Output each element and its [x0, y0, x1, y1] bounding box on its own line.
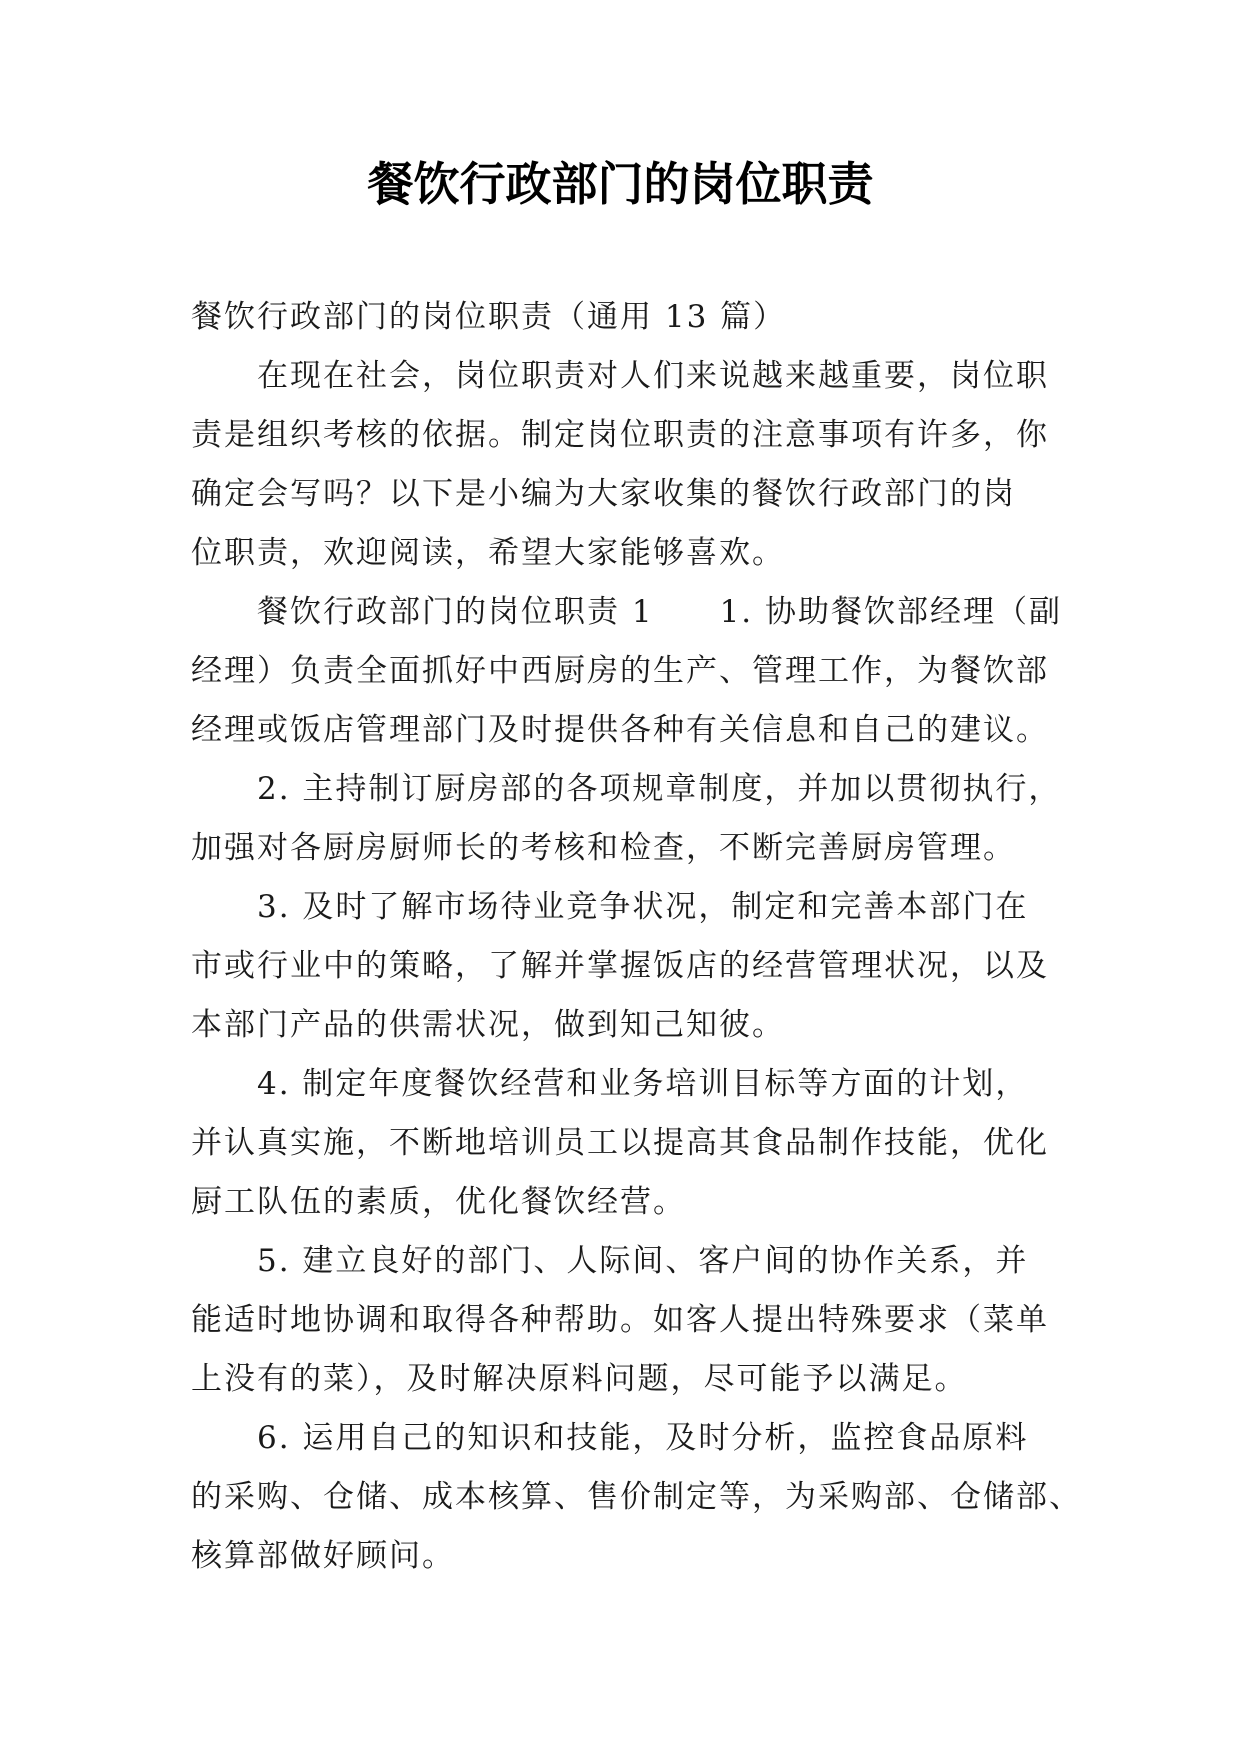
item-3-line-1: 3. 及时了解市场待业竞争状况，制定和完善本部门在 [257, 889, 1029, 925]
item-1-start: 1. 协助餐饮部经理（副 [719, 594, 1063, 630]
intro-line-4: 位职责，欢迎阅读，希望大家能够喜欢。 [191, 535, 785, 571]
item-6-line-3: 核算部做好顾问。 [191, 1538, 455, 1574]
item-3-line-3: 本部门产品的供需状况，做到知己知彼。 [191, 1007, 785, 1043]
item-4-line-1: 4. 制定年度餐饮经营和业务培训目标等方面的计划， [257, 1066, 1029, 1102]
item-4-line-2: 并认真实施，不断地培训员工以提高其食品制作技能，优化 [191, 1125, 1049, 1161]
item-2-line-2: 加强对各厨房厨师长的考核和检查，不断完善厨房管理。 [191, 830, 1016, 866]
item-4-line-3: 厨工队伍的素质，优化餐饮经营。 [191, 1184, 686, 1220]
item-1-line-3: 经理或饭店管理部门及时提供各种有关信息和自己的建议。 [191, 712, 1049, 748]
section-heading-line [191, 583, 1063, 642]
intro-line-3: 确定会写吗？以下是小编为大家收集的餐饮行政部门的岗 [191, 476, 1016, 512]
item-5-line-2: 能适时地协调和取得各种帮助。如客人提出特殊要求（菜单 [191, 1302, 1049, 1338]
item-6-line-1: 6. 运用自己的知识和技能，及时分析，监控食品原料 [257, 1420, 1029, 1456]
item-3-line-2: 市或行业中的策略，了解并掌握饭店的经营管理状况，以及 [191, 948, 1049, 984]
item-1-line-2: 经理）负责全面抓好中西厨房的生产、管理工作，为餐饮部 [191, 653, 1049, 689]
intro-line-1: 在现在社会，岗位职责对人们来说越来越重要，岗位职 [257, 358, 1049, 394]
document-body [191, 288, 1082, 1586]
item-5-line-3: 上没有的菜），及时解决原料问题，尽可能予以满足。 [191, 1361, 968, 1397]
item-5-line-1: 5. 建立良好的部门、人际间、客户间的协作关系，并 [257, 1243, 1029, 1279]
section-heading: 餐饮行政部门的岗位职责 1 [257, 594, 654, 630]
intro-line-2: 责是组织考核的依据。制定岗位职责的注意事项有许多，你 [191, 417, 1049, 453]
document-title: 餐饮行政部门的岗位职责 [367, 157, 874, 211]
subtitle-line: 餐饮行政部门的岗位职责（通用 13 篇） [191, 299, 787, 335]
item-2-line-1: 2. 主持制订厨房部的各项规章制度，并加以贯彻执行， [257, 771, 1062, 807]
item-6-line-2: 的采购、仓储、成本核算、售价制定等，为采购部、仓储部、 [191, 1479, 1082, 1515]
